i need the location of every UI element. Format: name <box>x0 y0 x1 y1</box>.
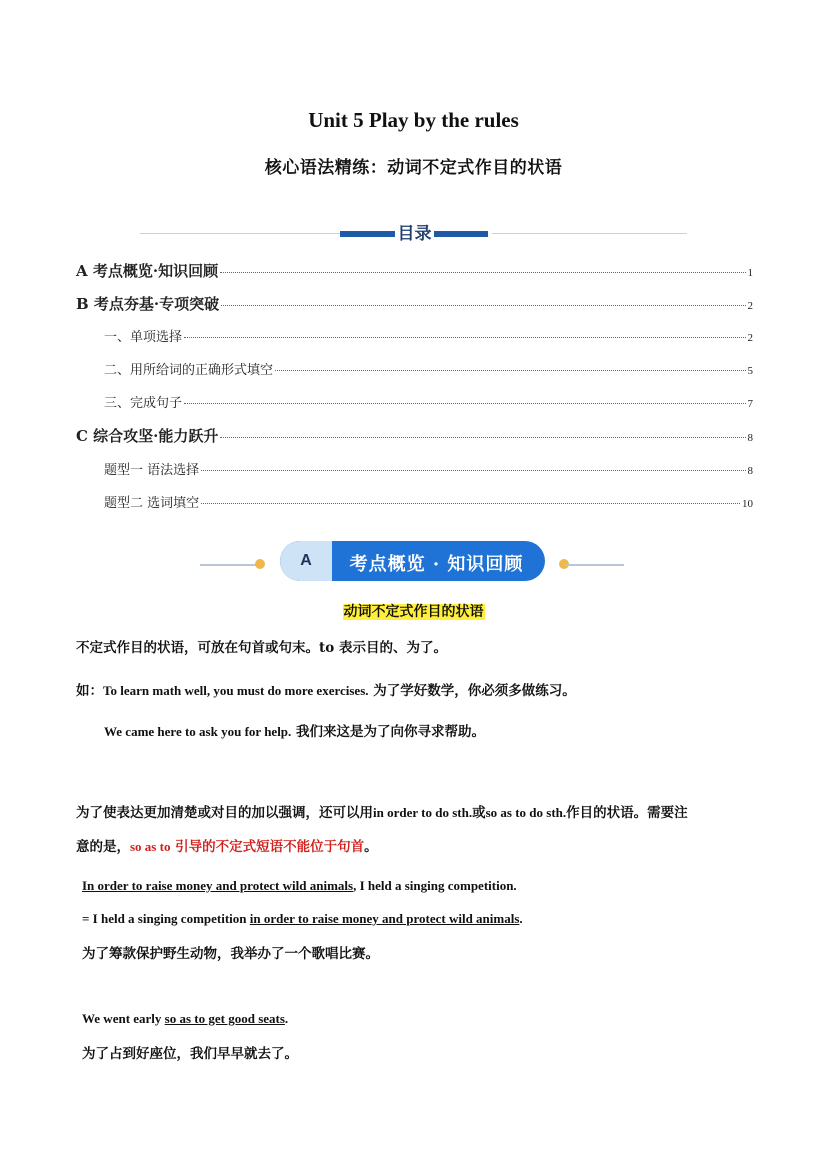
toc-leader-dots <box>201 503 740 504</box>
toc-leader-dots <box>184 337 745 338</box>
example-1-en: To learn math well, you must do more exercises. <box>103 683 369 698</box>
section-letter: A <box>280 541 332 581</box>
toc-entry-page: 2 <box>747 300 753 312</box>
example-5-underlined: so as to get good seats <box>164 1011 285 1026</box>
toc-entry-a[interactable] <box>76 260 753 281</box>
toc-label: 目录 <box>397 224 432 244</box>
example-4 <box>82 911 523 927</box>
section-title: 考点概览 · 知识回顾 <box>349 554 524 575</box>
example-5-start: We went early <box>82 1011 165 1026</box>
rule2-text-a: 为了使表达更加清楚或对目的加以强调，还可以用 <box>76 805 373 821</box>
toc-entry-text: 题型二 选词填空 <box>104 496 200 511</box>
highlighted-heading: 动词不定式作目的状语 <box>343 604 484 620</box>
example-4-end: . <box>519 911 523 926</box>
toc-entry-page: 7 <box>747 398 753 410</box>
example-5-translation: 为了占到好座位，我们早早就去了。 <box>82 1046 298 1062</box>
banner-dot-left <box>255 559 265 569</box>
toc-entry-page: 2 <box>747 332 753 344</box>
example-prefix: 如： <box>76 683 103 699</box>
toc-entry-b[interactable] <box>76 293 753 314</box>
toc-header-rule-right <box>492 233 687 234</box>
toc-header-bar-left <box>340 231 395 237</box>
toc-entry-text: 题型一 语法选择 <box>104 463 200 478</box>
toc-entry-c1[interactable] <box>104 459 753 478</box>
example-3-rest: , I held a singing competition. <box>353 878 517 893</box>
toc-leader-dots <box>184 403 745 404</box>
toc-entry-text: 一、单项选择 <box>104 330 183 345</box>
rule2-phrase-so-as-to: so as to do sth. <box>485 805 567 820</box>
example-2 <box>104 720 485 740</box>
toc-entry-page: 8 <box>747 432 753 444</box>
rule2-text-e: 作目的状语。需要注 <box>566 805 688 821</box>
example-3-underlined: In order to raise money and protect wild animals <box>82 878 354 893</box>
rule2-text-or: 或 <box>472 805 486 821</box>
toc-entry-page: 10 <box>742 498 753 510</box>
rule2-line2-period: 。 <box>364 839 378 855</box>
toc-entry-b2[interactable] <box>104 359 753 378</box>
toc-entry-text: C 综合攻坚·能力跃升 <box>76 427 219 445</box>
rule-paragraph-1: 不定式作目的状语，可放在句首或句末。to 表示目的、为了。 <box>76 640 447 656</box>
banner-rule-right <box>565 564 624 566</box>
toc-entry-page: 1 <box>747 267 753 279</box>
example-2-en: We came here to ask you for help. <box>104 724 292 739</box>
example-3-4-translation: 为了筹款保护野生动物，我举办了一个歌唱比赛。 <box>82 946 379 962</box>
toc-leader-dots <box>220 272 745 273</box>
toc-entry-text: 三、完成句子 <box>104 396 183 411</box>
rule-paragraph-2-line-1 <box>76 801 688 821</box>
rule2-phrase-in-order-to: in order to do sth. <box>373 805 473 820</box>
toc-leader-dots <box>201 470 745 471</box>
section-banner <box>200 541 624 581</box>
toc-entry-page: 5 <box>747 365 753 377</box>
toc-entry-page: 8 <box>747 465 753 477</box>
toc-entry-text: B 考点夯基·专项突破 <box>76 295 220 313</box>
example-4-underlined: in order to raise money and protect wild animals <box>249 911 520 926</box>
toc-leader-dots <box>275 370 745 371</box>
example-5-end: . <box>284 1011 289 1026</box>
document-subtitle: 核心语法精练：动词不定式作目的状语 <box>264 158 563 178</box>
toc-entry-text: A 考点概览·知识回顾 <box>76 262 219 280</box>
document-title: Unit 5 Play by the rules <box>308 108 519 132</box>
toc-leader-dots <box>220 437 745 438</box>
rule2-line2-so-as-to: so as to <box>130 839 171 854</box>
example-1-zh: 为了学好数学，你必须多做练习。 <box>373 683 576 699</box>
banner-rule-left <box>200 564 260 566</box>
toc-leader-dots <box>221 305 745 306</box>
toc-entry-b1[interactable] <box>104 326 753 345</box>
example-1 <box>76 679 576 699</box>
toc-header-bar-right <box>434 231 488 237</box>
toc-header <box>140 218 687 244</box>
toc-entry-text: 二、用所给词的正确形式填空 <box>104 363 274 378</box>
example-5 <box>82 1011 288 1027</box>
rule-paragraph-2-line-2 <box>76 835 378 855</box>
example-3 <box>82 878 517 894</box>
toc-entry-c[interactable] <box>76 425 753 446</box>
banner-pill <box>280 541 545 581</box>
rule2-line2-text-a: 意的是， <box>76 839 130 855</box>
toc-header-rule-left <box>140 233 340 234</box>
example-2-zh: 我们来这是为了向你寻求帮助。 <box>295 724 485 740</box>
toc-entry-b3[interactable] <box>104 392 753 411</box>
toc-entry-c2[interactable] <box>104 492 753 511</box>
example-4-start: = I held a singing competition <box>82 911 250 926</box>
grammar-heading <box>0 601 827 621</box>
rule2-line2-warning: 引导的不定式短语不能位于句首 <box>175 839 365 855</box>
